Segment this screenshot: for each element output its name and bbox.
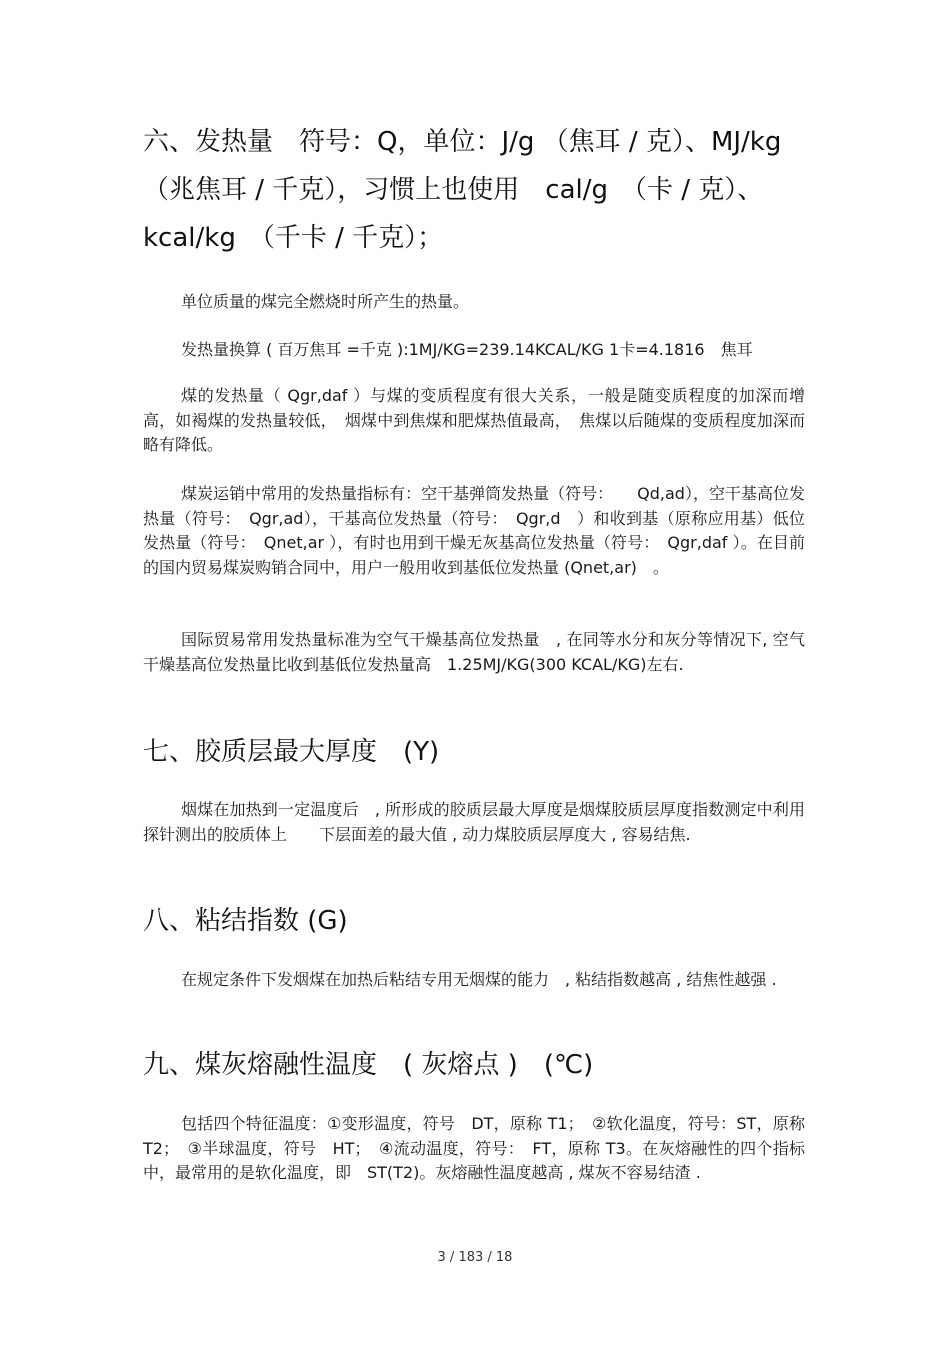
paragraph-heat-metamorphism: 煤的发热量（ Qgr,daf ）与煤的变质程度有很大关系，一般是随变质程度的加深而增高，如褐煤的发热量较低， 烟煤中到焦煤和肥煤热值最高， 焦煤以后随煤的变质程度加深而略有降低。 <box>143 386 805 454</box>
paragraph-plastic-layer: 烟煤在加热到一定温度后 , 所形成的胶质层最大厚度是烟煤胶质层厚度指数测定中利用探针测出的胶质体上 下层面差的最大值 , 动力煤胶质层厚度大 , 容易结焦. <box>143 800 805 844</box>
paragraph-heat-indicators: 煤炭运销中常用的发热量指标有：空干基弹筒发热量（符号： Qd,ad），空干基高位发热量（符号： Qgr,ad），干基高位发热量（符号： Qgr,d ）和收到基（原称应用基）低位发热量（符号： Qnet,ar ），有时也用到干燥无灰基高位发热量（符号： Qgr,daf ）。在目前的国内贸易煤炭购销合同中，用户一般用收到基低位发热量 (Qnet,ar) 。 <box>143 484 805 577</box>
paragraph-heat-international: 国际贸易常用发热量标准为空气干燥基高位发热量 , 在同等水分和灰分等情况下, 空气干燥基高位发热量比收到基低位发热量高 1.25MJ/KG(300 KCAL/KG)左右. <box>143 630 805 674</box>
paragraph-ash-fusion: 包括四个特征温度：①变形温度，符号 DT，原称 T1； ②软化温度，符号：ST，原称 T2； ③半球温度，符号 HT； ④流动温度，符号： FT，原称 T3。在灰熔融性的四个指标中，最常用的是软化温度，即 ST(T2)。灰熔融性温度越高 , 煤灰不容易结渣 . <box>143 1114 805 1182</box>
section-heading-caking-index: 八、粘结指数 (G) <box>143 906 348 936</box>
paragraph-caking-index: 在规定条件下发烟煤在加热后粘结专用无烟煤的能力 , 粘结指数越高 , 结焦性越强 . <box>181 970 777 989</box>
paragraph-heat-conversion: 发热量换算 ( 百万焦耳 =千克 ):1MJ/KG=239.14KCAL/KG 1卡=4.1816 焦耳 <box>181 340 753 359</box>
section-heading-ash-fusion: 九、煤灰熔融性温度 ( 灰熔点 ) (℃) <box>143 1050 594 1080</box>
paragraph-heat-definition: 单位质量的煤完全燃烧时所产生的热量。 <box>181 292 470 311</box>
section-heading-plastic-layer: 七、胶质层最大厚度 (Y) <box>143 737 440 767</box>
section-heading-heat-value: 六、发热量 符号：Q，单位：J/g （焦耳 / 克）、MJ/kg （兆焦耳 / 千克），习惯上也使用 cal/g （卡 / 克）、kcal/kg （千卡 / 千克）； <box>143 127 782 253</box>
page-number: 3 / 183 / 18 <box>437 1250 513 1265</box>
